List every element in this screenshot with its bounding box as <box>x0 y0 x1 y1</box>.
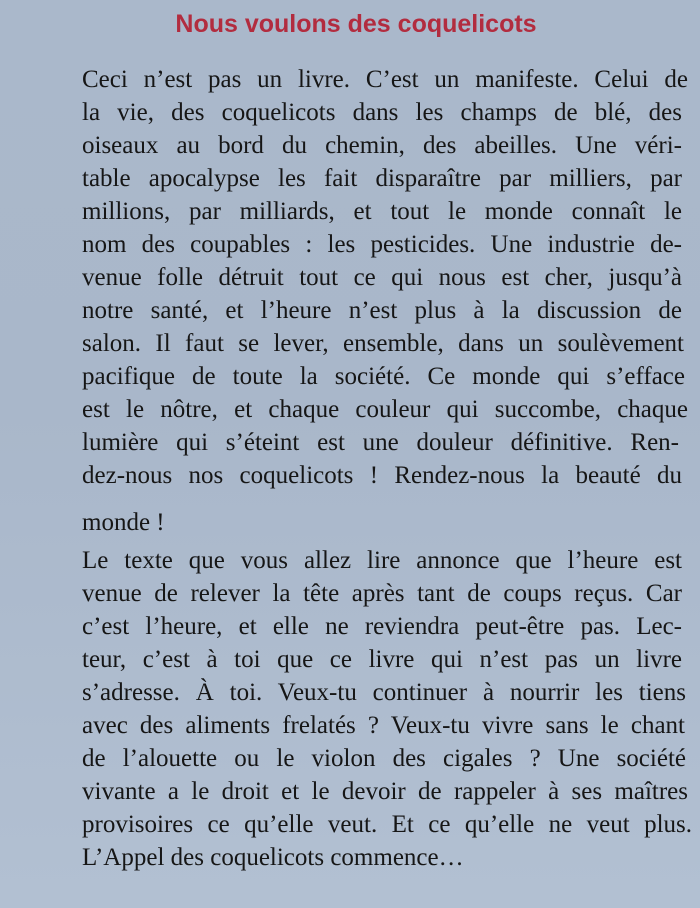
text-line: est le nôtre, et chaque couleur qui succombe, chaque <box>82 396 688 423</box>
text-line: monde ! <box>82 509 165 536</box>
text-line: Ceci n’est pas un livre. C’est un manifeste. Celui de <box>82 66 688 93</box>
text-line: table apocalypse les fait disparaître par milliers, par <box>82 165 682 192</box>
text-line: pacifique de toute la société. Ce monde qui s’efface <box>82 363 685 390</box>
text-line: la vie, des coquelicots dans les champs de blé, des <box>82 99 682 126</box>
text-line: salon. Il faut se lever, ensemble, dans un soulèvement <box>82 330 684 357</box>
text-line: oiseaux au bord du chemin, des abeilles. Une véri- <box>82 132 682 159</box>
text-line: dez-nous nos coquelicots ! Rendez-nous la beauté du <box>82 462 682 489</box>
text-line: millions, par milliards, et tout le monde connaît le <box>82 198 682 225</box>
text-line: nom des coupables : les pesticides. Une industrie de- <box>82 231 682 258</box>
text-line: provisoires ce qu’elle veut. Et ce qu’elle ne veut plus. <box>82 811 692 838</box>
text-line: notre santé, et l’heure n’est plus à la discussion de <box>82 297 682 324</box>
text-line: Le texte que vous allez lire annonce que l’heure est <box>82 547 682 574</box>
text-line: avec des aliments frelatés ? Veux-tu vivre sans le chant <box>82 712 685 739</box>
text-line: venue de relever la tête après tant de coups reçus. Car <box>82 580 682 607</box>
text-line: teur, c’est à toi que ce livre qui n’est pas un livre <box>82 646 682 673</box>
text-line: s’adresse. À toi. Veux-tu continuer à nourrir les tiens <box>82 679 686 706</box>
text-line: c’est l’heure, et elle ne reviendra peut-être pas. Lec- <box>82 613 682 640</box>
text-line: de l’alouette ou le violon des cigales ? Une société <box>82 745 686 772</box>
text-line: lumière qui s’éteint est une douleur définitive. Ren- <box>82 429 679 456</box>
text-line: L’Appel des coquelicots commence… <box>82 844 464 871</box>
text-line: vivante a le droit et le devoir de rappeler à ses maîtres <box>82 778 688 805</box>
text-line: venue folle détruit tout ce qui nous est cher, jusqu’à <box>82 264 682 291</box>
page-title: Nous voulons des coquelicots <box>175 10 537 38</box>
